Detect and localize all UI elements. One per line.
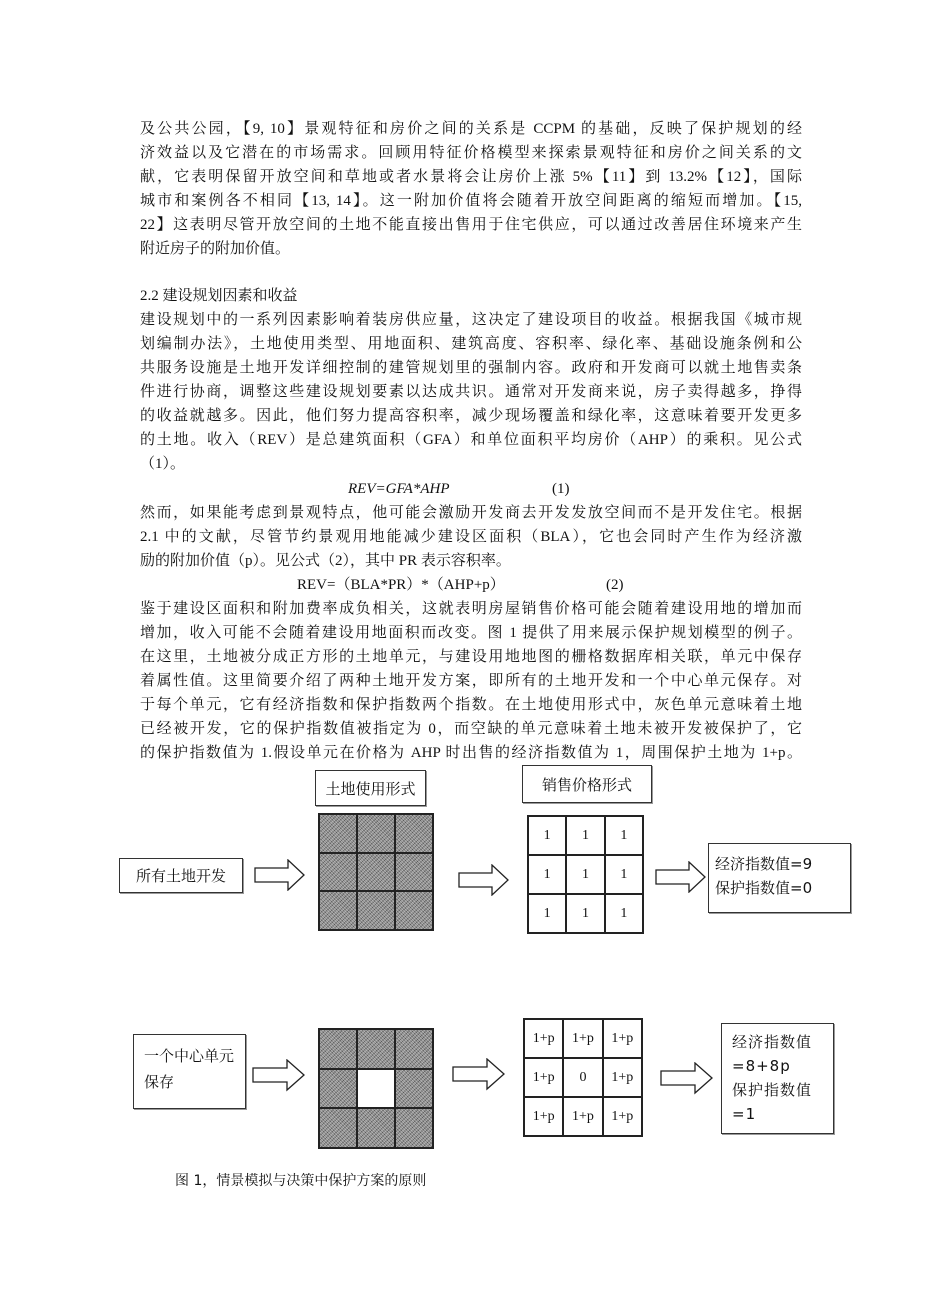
- developed-cell: [357, 891, 395, 930]
- header-sales-price: 销售价格形式: [522, 765, 652, 803]
- arrow-right-icon: [655, 861, 707, 893]
- developed-cell: [357, 1108, 395, 1148]
- arrow-right-icon: [252, 1059, 306, 1092]
- developed-cell: [395, 853, 433, 892]
- protection-index: 保护指数值=0: [715, 879, 813, 897]
- price-cell: 1+p: [563, 1097, 602, 1136]
- price-cell: 1+p: [603, 1097, 642, 1136]
- figure-caption: 图 1，情景模拟与决策中保护方案的原则: [175, 1173, 427, 1189]
- land-use-grid-1: [318, 813, 434, 931]
- section-heading: 2.2 建设规划因素和收益: [140, 288, 298, 304]
- economic-index: 经济指数值=9: [715, 855, 813, 873]
- text-line: 及公共公园，【9, 10】景观特征和房价之间的关系是 CCPM 的基础，反映了保护规划的经: [140, 121, 802, 137]
- text-line: 鉴于建设区面积和附加费率成负相关，这就表明房屋销售价格可能会随着建设用地的增加而: [140, 601, 802, 617]
- economic-index-label: 经济指数值: [732, 1033, 813, 1051]
- scenario-1-label: 所有土地开发: [119, 858, 243, 893]
- header-land-use: 土地使用形式: [315, 770, 426, 806]
- price-grid-2: [523, 1018, 643, 1137]
- price-cell: 1+p: [524, 1058, 563, 1097]
- economic-index-value: =8+8p: [732, 1057, 791, 1075]
- price-cell: 1: [605, 816, 643, 855]
- protection-index-value: =1: [732, 1105, 757, 1123]
- text-line: 共服务设施是土地开发详细控制的建管规划里的强制内容。政府和开发商可以就土地售卖条: [140, 360, 802, 376]
- price-cell: 1: [566, 855, 604, 894]
- text-line: 的收益就越多。因此，他们努力提高容积率，减少现场覆盖和绿化率，这意味着要开发更多: [140, 408, 802, 424]
- formula-2-number: (2): [606, 577, 624, 593]
- text-line: 然而，如果能考虑到景观特点，他可能会激励开发商去开发发放空间而不是开发住宅。根据: [140, 505, 802, 521]
- developed-cell: [395, 1108, 433, 1148]
- developed-cell: [319, 1108, 357, 1148]
- arrow-right-icon: [254, 859, 306, 891]
- text-line: 励的附加价值（p）。见公式（2），其中 PR 表示容积率。: [140, 553, 511, 569]
- text-line: 已经被开发，它的保护指数值被指定为 0，而空缺的单元意味着土地未被开发被保护了，它: [140, 721, 802, 737]
- price-grid-1: [527, 815, 644, 934]
- formula-2: REV=（BLA*PR）*（AHP+p）: [297, 577, 505, 593]
- developed-cell: [395, 891, 433, 930]
- developed-cell: [319, 853, 357, 892]
- scenario-2-label: 一个中心单元保存: [133, 1034, 246, 1109]
- price-cell: 1+p: [563, 1019, 602, 1058]
- text-line: 在这里，土地被分成正方形的土地单元，与建设用地地图的栅格数据库相关联，单元中保存: [140, 649, 802, 665]
- developed-cell: [319, 814, 357, 853]
- text-line: 的土地。收入（REV）是总建筑面积（GFA）和单位面积平均房价（AHP）的乘积。见公式: [140, 432, 802, 448]
- text-line: 增加，收入可能不会随着建设用地面积而改变。图 1 提供了用来展示保护规划模型的例子。: [140, 625, 802, 641]
- protection-index-label: 保护指数值: [732, 1081, 813, 1099]
- scenario-1-result: [708, 843, 851, 913]
- price-cell: 1: [566, 816, 604, 855]
- price-cell: 1+p: [524, 1097, 563, 1136]
- arrow-right-icon: [660, 1062, 714, 1095]
- text-line: 件进行协商，调整这些建设规划要素以达成共识。通常对开发商来说，房子卖得越多，挣得: [140, 384, 802, 400]
- price-cell: 1+p: [603, 1019, 642, 1058]
- arrow-right-icon: [458, 864, 510, 896]
- text-line: 2.1 中的文献，尽管节约景观用地能减少建设区面积（BLA），它也会同时产生作为经济激: [140, 529, 802, 545]
- text-line: （1）。: [140, 456, 186, 472]
- developed-cell: [357, 853, 395, 892]
- preserved-cell: [357, 1069, 395, 1109]
- price-cell: 1+p: [603, 1058, 642, 1097]
- text-line: 城市和案例各不相同【13, 14】。这一附加价值将会随着开放空间距离的缩短而增加。【15,: [140, 193, 802, 209]
- arrow-right-icon: [452, 1058, 506, 1091]
- developed-cell: [319, 1069, 357, 1109]
- developed-cell: [395, 1069, 433, 1109]
- price-cell: 1: [528, 816, 566, 855]
- price-cell: 1: [566, 894, 604, 933]
- text-line: 附近房子的附加价值。: [140, 241, 291, 257]
- formula-1: REV=GFA*AHP: [348, 481, 450, 497]
- developed-cell: [357, 1029, 395, 1069]
- land-use-grid-2: [318, 1028, 434, 1149]
- developed-cell: [395, 814, 433, 853]
- price-cell: 1: [528, 894, 566, 933]
- text-line: 的保护指数值为 1.假设单元在价格为 AHP 时出售的经济指数值为 1，周围保护土地为 1+p。: [140, 745, 802, 761]
- developed-cell: [319, 1029, 357, 1069]
- price-cell: 1+p: [524, 1019, 563, 1058]
- price-cell: 1: [605, 855, 643, 894]
- text-line: 于每个单元，它有经济指数和保护指数两个指数。在土地使用形式中，灰色单元意味着土地: [140, 697, 802, 713]
- text-line: 建设规划中的一系列因素影响着装房供应量，这决定了建设项目的收益。根据我国《城市规: [140, 312, 802, 328]
- text-line: 22】这表明尽管开放空间的土地不能直接出售用于住宅供应，可以通过改善居住环境来产生: [140, 217, 802, 233]
- scenario-2-result: [721, 1023, 834, 1134]
- price-cell: 0: [563, 1058, 602, 1097]
- text-line: 济效益以及它潜在的市场需求。回顾用特征价格模型来探索景观特征和房价之间关系的文: [140, 145, 802, 161]
- developed-cell: [319, 891, 357, 930]
- price-cell: 1: [528, 855, 566, 894]
- price-cell: 1: [605, 894, 643, 933]
- text-line: 着属性值。这里简要介绍了两种土地开发方案，即所有的土地开发和一个中心单元保存。对: [140, 673, 802, 689]
- text-line: 献，它表明保留开放空间和草地或者水景将会让房价上涨 5%【11】到 13.2%【12】，国际: [140, 169, 802, 185]
- developed-cell: [357, 814, 395, 853]
- developed-cell: [395, 1029, 433, 1069]
- text-line: 划编制办法》，土地使用类型、用地面积、建筑高度、容积率、绿化率、基础设施条例和公: [140, 336, 802, 352]
- formula-1-number: (1): [552, 481, 570, 497]
